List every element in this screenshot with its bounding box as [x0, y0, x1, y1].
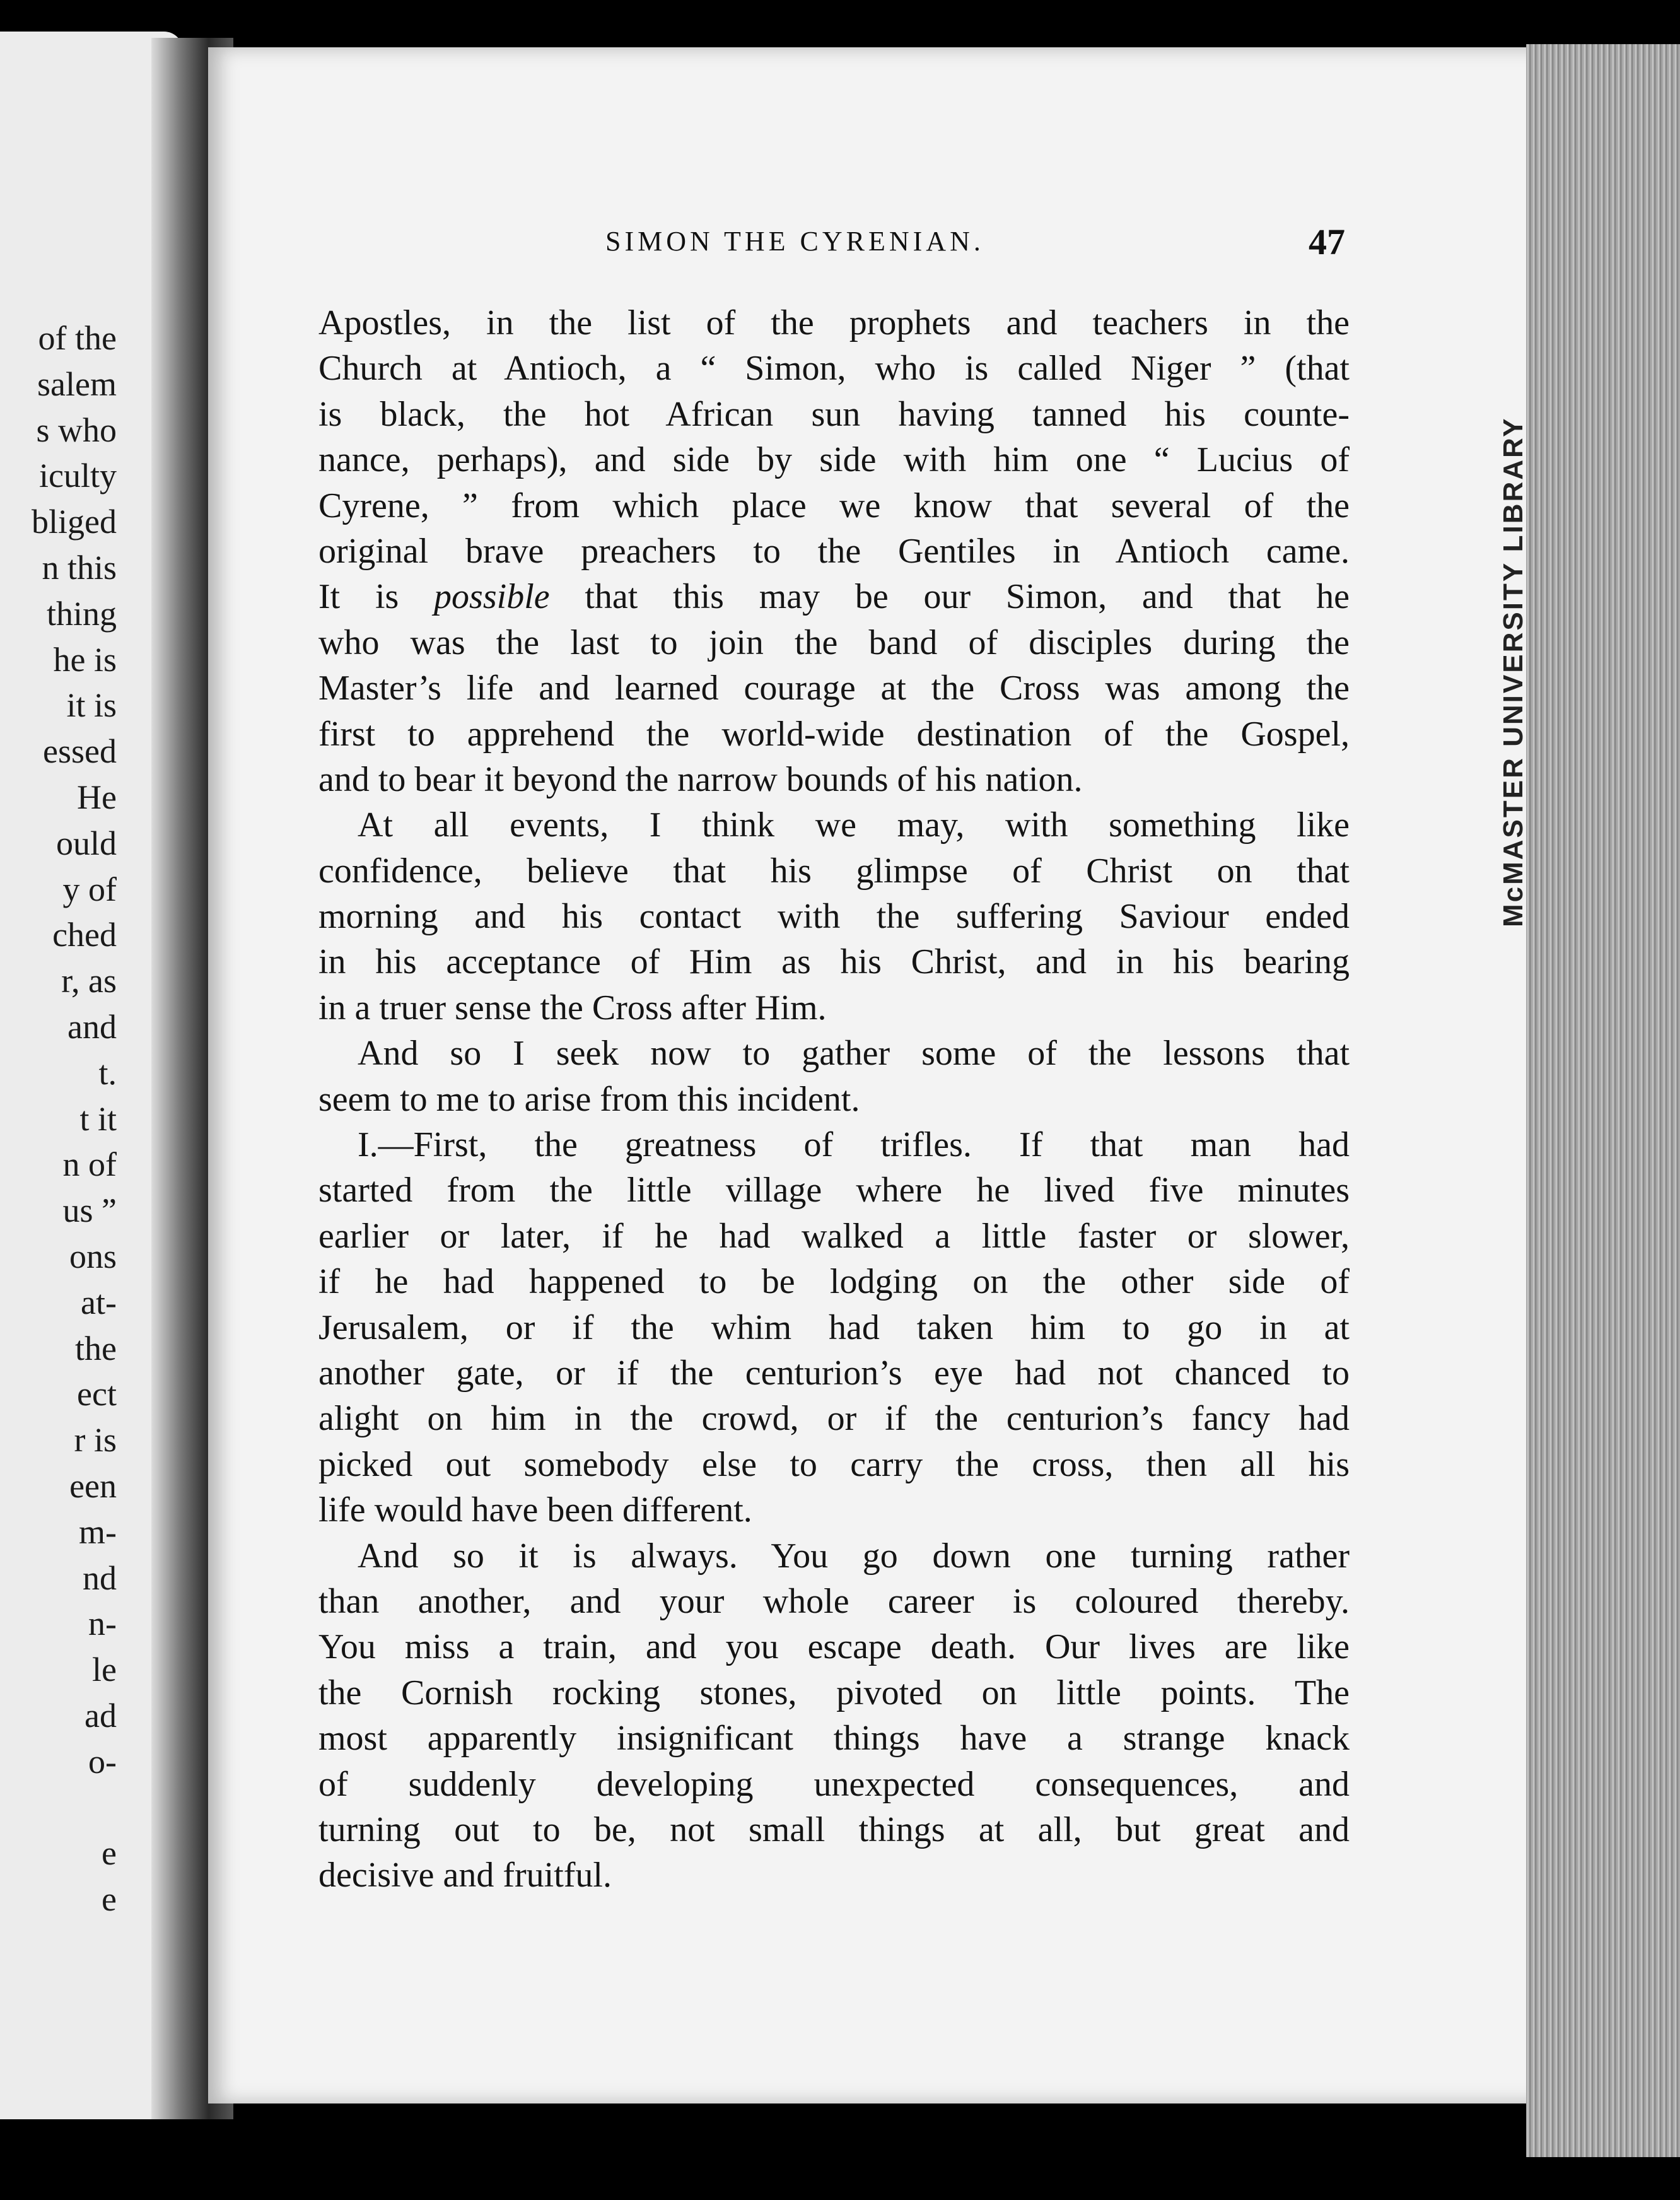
previous-page-line: thing — [46, 594, 117, 633]
previous-page-line: o- — [88, 1742, 117, 1781]
previous-page-line: at- — [81, 1283, 117, 1321]
text-line: the Cornish rocking stones, pivoted on little points. The — [318, 1673, 1350, 1712]
previous-page-line: s who — [36, 411, 117, 449]
paragraph — [318, 300, 1350, 802]
text-line: confidence, believe that his glimpse of Christ on that — [318, 851, 1350, 891]
text-line: than another, and your whole career is coloured thereby. — [318, 1581, 1350, 1621]
text-line: And so it is always. You go down one turning rather — [358, 1536, 1350, 1576]
paragraph — [318, 1122, 1350, 1533]
running-title: SIMON THE CYRENIAN. — [605, 226, 984, 257]
page-number: 47 — [1309, 221, 1345, 262]
previous-page-line: n this — [42, 548, 117, 587]
previous-page-line: bliged — [32, 503, 117, 541]
paragraph — [318, 1031, 1350, 1122]
previous-page-line: t it — [79, 1099, 117, 1138]
previous-page-line: r is — [74, 1421, 117, 1460]
previous-page-line: t. — [98, 1053, 117, 1092]
library-stamp: McMASTER UNIVERSITY LIBRARY — [1498, 416, 1529, 927]
text-line: in a truer sense the Cross after Him. — [318, 988, 827, 1027]
paragraph — [318, 802, 1350, 1031]
text-line: life would have been different. — [318, 1490, 752, 1530]
previous-page-line: e — [102, 1834, 117, 1873]
previous-page-line — [0, 1785, 117, 1831]
previous-page-line: m- — [79, 1513, 117, 1551]
text-line: seem to me to arise from this incident. — [318, 1079, 860, 1119]
text-line: most apparently insignificant things have a strange knack — [318, 1719, 1350, 1758]
previous-page-line: us ” — [62, 1191, 117, 1230]
text-line: who was the last to join the band of disciples during the — [318, 623, 1350, 662]
text-line: It is possible that this may be our Simon, and that he — [318, 577, 1350, 617]
text-line: picked out somebody else to carry the cross, then all his — [318, 1444, 1350, 1484]
text-line: I.—First, the greatness of trifles. If that man had — [358, 1125, 1350, 1165]
previous-page-line: le — [92, 1651, 117, 1689]
text-line: in his acceptance of Him as his Christ, and in his bearing — [318, 942, 1350, 982]
text-line: first to apprehend the world-wide destination of the Gospel, — [318, 714, 1350, 754]
previous-page-line: salem — [37, 365, 117, 403]
text-line: Cyrene, ” from which place we know that several of the — [318, 486, 1350, 525]
text-line: and to bear it beyond the narrow bounds of his nation. — [318, 759, 1083, 799]
previous-page-line: he is — [53, 640, 117, 679]
previous-page-line: ould — [55, 824, 117, 862]
previous-page-line: ched — [52, 916, 117, 954]
text-line: And so I seek now to gather some of the lessons that — [358, 1034, 1350, 1074]
text-line: You miss a train, and you escape death. Our lives are like — [318, 1627, 1350, 1667]
text-line: Jerusalem, or if the whim had taken him to go in at — [318, 1308, 1350, 1347]
text-line: nance, perhaps), and side by side with him one “ Lucius of — [318, 440, 1350, 480]
text-line: morning and his contact with the suffering Saviour ended — [318, 897, 1350, 937]
paragraph — [318, 1533, 1350, 1899]
previous-page-line: the — [75, 1329, 117, 1367]
body-text — [318, 300, 1350, 1899]
previous-page-line: een — [69, 1466, 117, 1505]
text-line: At all events, I think we may, with something like — [358, 805, 1350, 845]
text-line: original brave preachers to the Gentiles in Antioch came. — [318, 531, 1350, 571]
emphasis: possible — [434, 577, 550, 617]
previous-page-line: ad — [85, 1696, 117, 1735]
text-line: of suddenly developing unexpected consequences, and — [318, 1764, 1350, 1804]
text-line: alight on him in the crowd, or if the centurion’s fancy had — [318, 1399, 1350, 1439]
previous-page-line: it is — [66, 686, 117, 725]
previous-page-text — [0, 315, 117, 1922]
previous-page-line: of the — [38, 319, 117, 357]
previous-page-line: He — [77, 778, 117, 816]
previous-page-line: n- — [88, 1605, 117, 1643]
text-line: Master’s life and learned courage at the Cross was among the — [318, 669, 1350, 708]
text-line: turning out to be, not small things at all, but great and — [318, 1810, 1350, 1849]
text-line: Church at Antioch, a “ Simon, who is called Niger ” (that — [318, 349, 1350, 389]
previous-page-line: ons — [69, 1237, 117, 1275]
previous-page-line: essed — [43, 732, 117, 771]
previous-page-line: iculty — [39, 457, 117, 495]
text-line: is black, the hot African sun having tanned his counte- — [318, 394, 1350, 434]
previous-page-line: nd — [83, 1559, 117, 1597]
text-line: decisive and fruitful. — [318, 1856, 612, 1895]
text-line: if he had happened to be lodging on the other side of — [318, 1262, 1350, 1302]
previous-page-line: r, as — [61, 962, 117, 1000]
previous-page-line: y of — [62, 870, 117, 908]
text-line: another gate, or if the centurion’s eye had not chanced to — [318, 1353, 1350, 1393]
text-line: earlier or later, if he had walked a little faster or slower, — [318, 1216, 1350, 1256]
previous-page-line: n of — [62, 1145, 117, 1184]
page-edges — [1526, 44, 1680, 2157]
previous-page-line: and — [67, 1007, 117, 1046]
text-line: Apostles, in the list of the prophets and teachers in the — [318, 303, 1350, 342]
previous-page-line: ect — [77, 1375, 117, 1413]
text-line: started from the little village where he lived five minutes — [318, 1171, 1350, 1210]
previous-page-line: e — [102, 1880, 117, 1919]
